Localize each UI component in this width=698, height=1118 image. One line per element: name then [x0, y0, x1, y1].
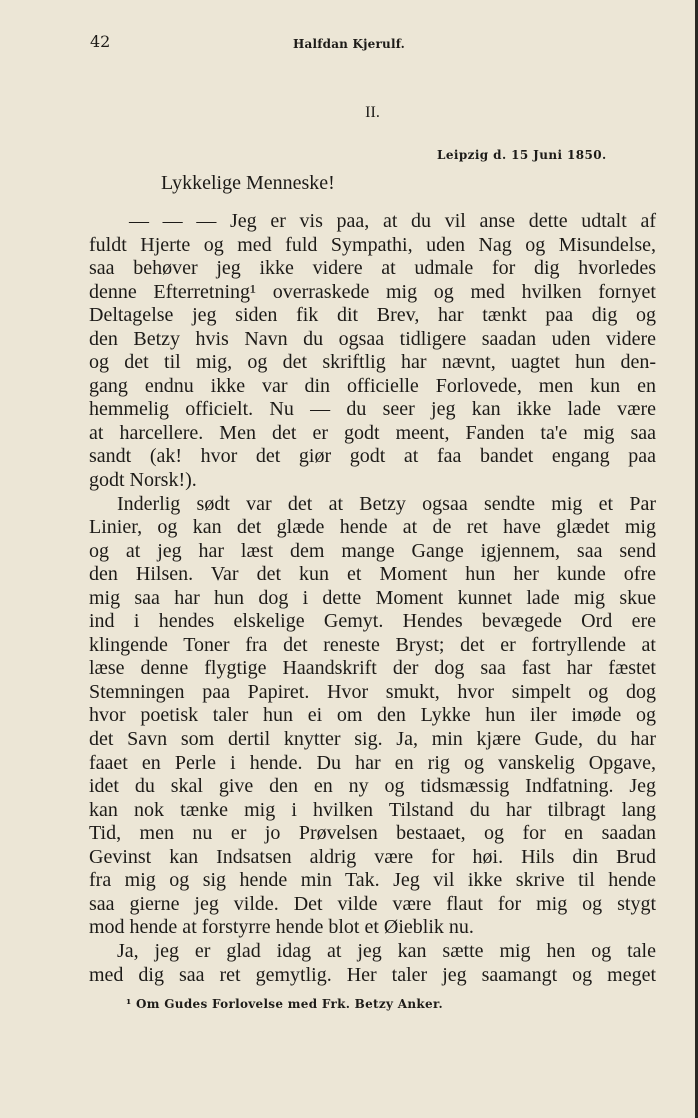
- text-line: Tid, men nu er jo Prøvelsen bestaaet, og for en saadan: [89, 822, 656, 845]
- text-line: og det til mig, og det skriftlig har nævnt, uagtet hun den-: [89, 351, 656, 374]
- text-line: læse denne flygtige Haandskrift der dog saa fast har fæstet: [89, 657, 656, 680]
- text-line: godt Norsk!).: [89, 469, 197, 492]
- text-line: — — — Jeg er vis paa, at du vil anse dette udtalt af: [129, 210, 656, 232]
- text-line: den Betzy hvis Navn du ogsaa tidligere saadan uden videre: [89, 327, 656, 350]
- text-line: den Hilsen. Var det kun et Moment hun her kunde ofre: [89, 563, 656, 586]
- text-line: faaet en Perle i hende. Du har en rig og vanskelig Opgave,: [89, 751, 656, 774]
- footnote: ¹ Om Gudes Forlovelse med Frk. Betzy Anker.: [126, 997, 443, 1011]
- text-line: kan nok tænke mig i hvilken Tilstand du har tilbragt lang: [89, 798, 656, 821]
- chapter-heading: II.: [365, 104, 380, 121]
- text-line: mod hende at forstyrre hende blot et Øieblik nu.: [89, 916, 474, 939]
- text-line: klingende Toner fra det reneste Bryst; det er fortryllende at: [89, 633, 656, 656]
- letter-salutation: Lykkelige Menneske!: [161, 172, 335, 194]
- text-line: saa behøver jeg ikke videre at udmale for dig hvorledes: [89, 257, 656, 280]
- text-line: saa gierne jeg vilde. Det vilde være flaut for mig og stygt: [89, 892, 656, 915]
- text-line: fra mig og sig hende min Tak. Jeg vil ikke skrive til hende: [89, 869, 656, 892]
- text-line: det Savn som dertil knytter sig. Ja, min kjære Gude, du har: [89, 728, 656, 751]
- page-number: 42: [90, 32, 111, 51]
- text-line: at harcellere. Men det er godt meent, Fanden ta'e mig saa: [89, 421, 656, 444]
- text-line: Inderlig sødt var det at Betzy ogsaa sendte mig et Par: [117, 492, 656, 515]
- text-line: og at jeg har læst dem mange Gange igjennem, saa send: [89, 539, 656, 562]
- text-line: denne Efterretning¹ overraskede mig og med hvilken fornyet: [89, 280, 656, 303]
- text-line: Ja, jeg er glad idag at jeg kan sætte mig hen og tale: [117, 939, 656, 962]
- text-line: idet du skal give den en ny og tidsmæssig Indfatning. Jeg: [89, 775, 656, 798]
- text-line: Linier, og kan det glæde hende at de ret have glædet mig: [89, 516, 656, 539]
- text-line: sandt (ak! hvor det giør godt at faa bandet engang paa: [89, 445, 656, 468]
- text-line: Gevinst kan Indsatsen aldrig være for høi. Hils din Brud: [89, 845, 656, 868]
- running-title: Halfdan Kjerulf.: [292, 37, 406, 51]
- text-line: ind i hendes elskelige Gemyt. Hendes bevægede Ord ere: [89, 610, 656, 633]
- text-line: mig saa har hun dog i dette Moment kunnet lade mig skue: [89, 586, 656, 609]
- text-line: fuldt Hjerte og med fuld Sympathi, uden Nag og Misundelse,: [89, 233, 656, 256]
- text-line: hemmelig officielt. Nu — du seer jeg kan ikke lade være: [89, 398, 656, 421]
- letter-dateline: Leipzig d. 15 Juni 1850.: [437, 148, 607, 162]
- text-line: hvor poetisk taler hun ei om den Lykke hun iler imøde og: [89, 704, 656, 727]
- text-line: med dig saa ret gemytlig. Her taler jeg saamangt og meget: [89, 963, 656, 986]
- text-line: gang endnu ikke var din officielle Forlovede, men kun en: [89, 374, 656, 397]
- letter-body: [89, 210, 656, 987]
- text-line: Deltagelse jeg siden fik dit Brev, har tænkt paa dig og: [89, 304, 656, 327]
- text-line: Stemningen paa Papiret. Hvor smukt, hvor simpelt og dog: [89, 680, 656, 703]
